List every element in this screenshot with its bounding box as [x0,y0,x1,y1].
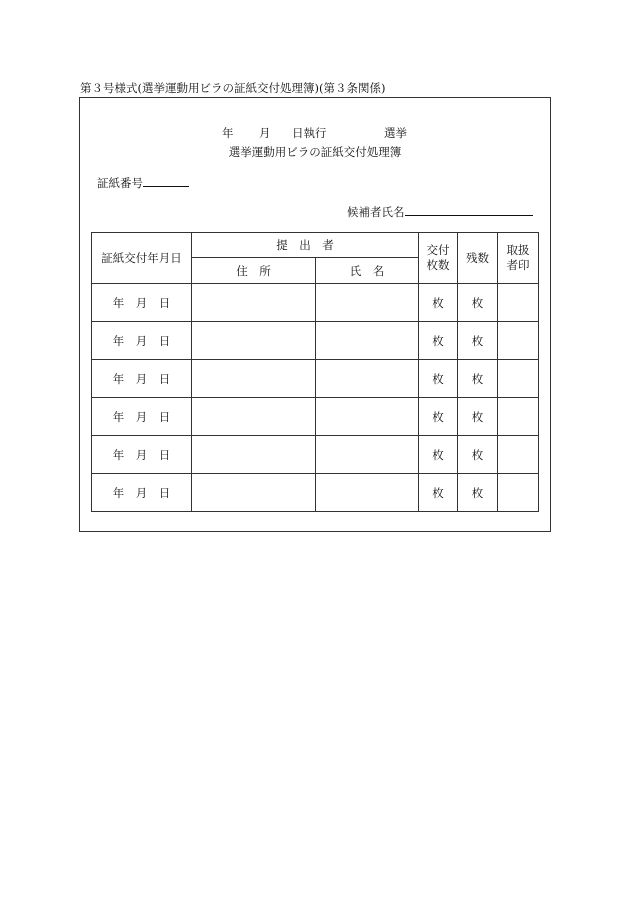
issued-count-cell: 枚 [419,474,458,512]
issued-count-cell: 枚 [419,436,458,474]
serial-number-field [97,174,189,191]
candidate-name-blank [405,203,533,216]
issued-count-cell: 枚 [419,322,458,360]
table-row [92,284,539,322]
remaining-count-cell: 枚 [458,322,498,360]
day-exec-label: 日執行 [292,126,327,140]
handler-seal-cell [498,474,539,512]
address-cell [192,398,316,436]
election-label: 選挙 [384,126,407,140]
form-caption: 第３号様式(選挙運動用ビラの証紙交付処理簿)(第３条関係) [80,81,386,95]
address-cell [192,474,316,512]
col-header-address: 住 所 [192,258,316,284]
name-cell [316,436,419,474]
col-header-handler [498,233,539,284]
table-row [92,398,539,436]
year-label: 年 [222,126,234,140]
table-row [92,474,539,512]
date-cell: 年 月 日 [92,322,192,360]
serial-number-blank [143,174,189,187]
address-cell [192,360,316,398]
col-header-remaining: 残数 [458,233,498,284]
issued-count-cell: 枚 [419,284,458,322]
name-cell [316,284,419,322]
col-header-issued [419,233,458,284]
table-row [92,322,539,360]
handler-seal-cell [498,360,539,398]
date-cell: 年 月 日 [92,436,192,474]
handler-seal-cell [498,398,539,436]
date-cell: 年 月 日 [92,284,192,322]
handler-seal-cell [498,284,539,322]
remaining-count-cell: 枚 [458,360,498,398]
name-cell [316,360,419,398]
col-header-submitter: 提 出 者 [192,233,419,258]
address-cell [192,284,316,322]
issued-count-cell: 枚 [419,398,458,436]
name-cell [316,398,419,436]
table-row [92,360,539,398]
col-header-handler-line1: 取扱 [506,243,530,257]
date-cell: 年 月 日 [92,474,192,512]
serial-number-label: 証紙番号 [97,176,143,190]
table-row [92,436,539,474]
remaining-count-cell: 枚 [458,398,498,436]
date-cell: 年 月 日 [92,360,192,398]
ledger-table [91,232,539,512]
name-cell [316,322,419,360]
address-cell [192,322,316,360]
candidate-name-field [347,203,533,220]
candidate-name-label: 候補者氏名 [347,205,405,219]
col-header-issued-line1: 交付 [426,243,450,257]
col-header-name: 氏 名 [316,258,419,284]
col-header-handler-line2: 者印 [506,258,530,272]
table-header-row [92,233,539,258]
handler-seal-cell [498,322,539,360]
remaining-count-cell: 枚 [458,474,498,512]
ledger-title: 選挙運動用ビラの証紙交付処理簿 [228,145,402,159]
date-cell: 年 月 日 [92,398,192,436]
remaining-count-cell: 枚 [458,436,498,474]
col-header-date: 証紙交付年月日 [92,233,192,284]
handler-seal-cell [498,436,539,474]
address-cell [192,436,316,474]
col-header-issued-line2: 枚数 [426,258,450,272]
remaining-count-cell: 枚 [458,284,498,322]
month-label: 月 [259,126,271,140]
name-cell [316,474,419,512]
issued-count-cell: 枚 [419,360,458,398]
